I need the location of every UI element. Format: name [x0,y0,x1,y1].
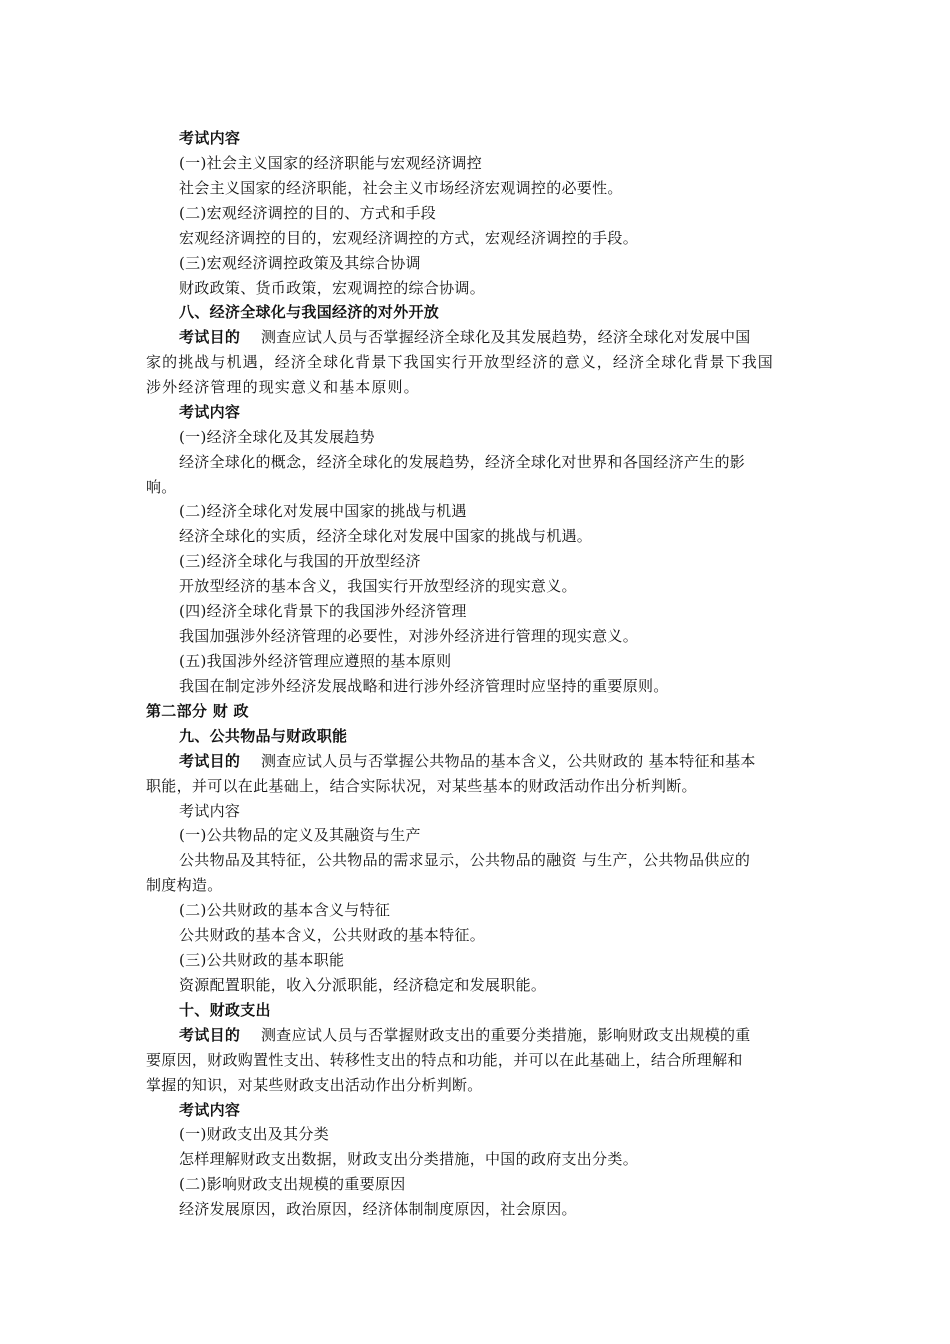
body-text: 测查应试人员与否掌握经济全球化及其发展趋势，经济全球化对发展中国 [261,328,751,346]
body-text: 掌握的知识，对某些财政支出活动作出分析判断。 [146,1076,483,1094]
body-text: 家的挑战与机遇，经济全球化背景下我国实行开放型经济的意义，经济全球化背景下我国 [146,353,774,371]
subsection-title: (三)公共财政的基本职能 [179,951,345,969]
subheading-exam-content: 考试内容 [179,403,241,421]
body-text: 社会主义国家的经济职能，社会主义市场经济宏观调控的必要性。 [179,179,623,197]
subsection-title: (一)社会主义国家的经济职能与宏观经济调控 [179,154,483,172]
subheading-exam-content: 考试内容 [179,129,241,147]
subsection-title: (一)财政支出及其分类 [179,1125,330,1143]
subheading-exam-purpose: 考试目的 [179,328,241,346]
subsection-title: (三)宏观经济调控政策及其综合协调 [179,254,421,272]
body-text: 资源配置职能，收入分派职能，经济稳定和发展职能。 [179,976,547,994]
body-text: 测查应试人员与否掌握财政支出的重要分类措施，影响财政支出规模的重 [261,1026,751,1044]
body-text: 经济全球化的实质，经济全球化对发展中国家的挑战与机遇。 [179,527,593,545]
subheading-exam-content: 考试内容 [179,802,241,820]
body-text: 开放型经济的基本含义，我国实行开放型经济的现实意义。 [179,577,577,595]
section-heading: 九、公共物品与财政职能 [179,727,348,745]
subsection-title: (一)经济全球化及其发展趋势 [179,428,375,446]
body-text: 宏观经济调控的目的，宏观经济调控的方式，宏观经济调控的手段。 [179,229,639,247]
subheading-exam-purpose: 考试目的 [179,1026,241,1044]
body-text: 怎样理解财政支出数据，财政支出分类措施，中国的政府支出分类。 [179,1150,639,1168]
body-text: 要原因，财政购置性支出、转移性支出的特点和功能，并可以在此基础上，结合所理解和 [146,1051,743,1069]
body-text: 响。 [146,478,177,496]
section-heading: 十、财政支出 [179,1001,271,1019]
body-text: 经济发展原因，政治原因，经济体制制度原因，社会原因。 [179,1200,577,1218]
subsection-title: (四)经济全球化背景下的我国涉外经济管理 [179,602,467,620]
part-heading: 第二部分 财 政 [146,702,249,720]
subsection-title: (一)公共物品的定义及其融资与生产 [179,826,421,844]
body-text: 财政政策、货币政策，宏观调控的综合协调。 [179,279,486,297]
subsection-title: (二)经济全球化对发展中国家的挑战与机遇 [179,502,467,520]
body-text: 我国在制定涉外经济发展战略和进行涉外经济管理时应坚持的重要原则。 [179,677,669,695]
body-text: 经济全球化的概念，经济全球化的发展趋势，经济全球化对世界和各国经济产生的影 [179,453,746,471]
subheading-exam-purpose: 考试目的 [179,752,241,770]
body-text: 公共物品及其特征，公共物品的需求显示，公共物品的融资 与生产，公共物品供应的 [179,851,751,869]
body-text: 我国加强涉外经济管理的必要性，对涉外经济进行管理的现实意义。 [179,627,639,645]
body-text: 制度构造。 [146,876,223,894]
body-text: 公共财政的基本含义，公共财政的基本特征。 [179,926,486,944]
subsection-title: (二)公共财政的基本含义与特征 [179,901,391,919]
body-text: 测查应试人员与否掌握公共物品的基本含义，公共财政的 基本特征和基本 [261,752,756,770]
body-text: 职能，并可以在此基础上，结合实际状况，对某些基本的财政活动作出分析判断。 [146,777,697,795]
subsection-title: (三)经济全球化与我国的开放型经济 [179,552,421,570]
body-text: 涉外经济管理的现实意义和基本原则。 [146,378,420,396]
section-heading: 八、经济全球化与我国经济的对外开放 [179,303,440,321]
subsection-title: (五)我国涉外经济管理应遵照的基本原则 [179,652,452,670]
subsection-title: (二)影响财政支出规模的重要原因 [179,1175,406,1193]
subheading-exam-content: 考试内容 [179,1101,241,1119]
subsection-title: (二)宏观经济调控的目的、方式和手段 [179,204,437,222]
